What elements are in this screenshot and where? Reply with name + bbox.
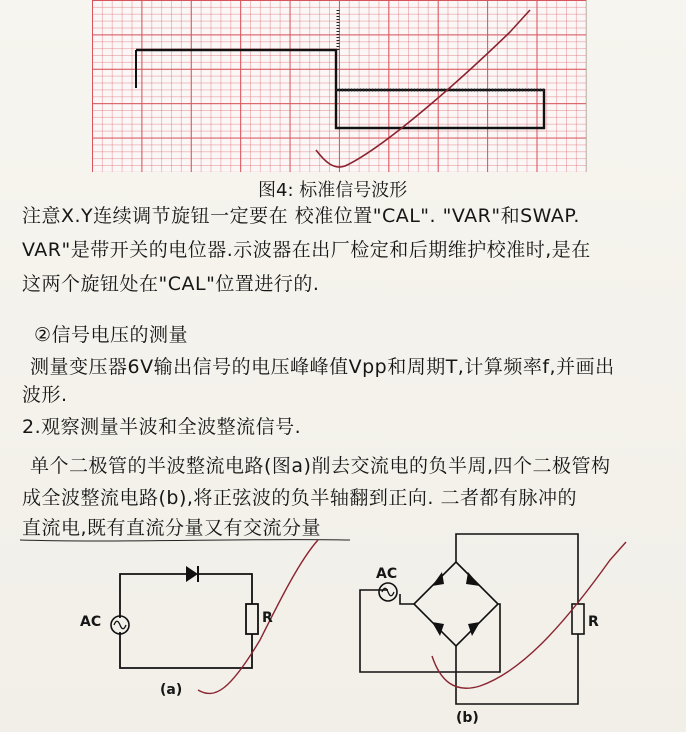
paragraph-line: 波形. bbox=[22, 384, 68, 406]
diode-icon bbox=[432, 572, 480, 636]
paragraph-line: 测量变压器6V输出信号的电压峰峰值Vpp和周期T,计算频率f,并画出 bbox=[30, 356, 615, 378]
circuit-a-ac-label: AC bbox=[80, 614, 102, 630]
paragraph-line: 直流电,既有直流分量又有交流分量 bbox=[22, 517, 322, 539]
circuit-b-ac-label: AC bbox=[376, 566, 398, 582]
circuit-b bbox=[360, 534, 626, 704]
paragraph-line: 成全波整流电路(b),将正弦波的负半轴翻到正向. 二者都有脉冲的 bbox=[22, 487, 578, 509]
figure4-caption: 图4: 标准信号波形 bbox=[258, 180, 408, 201]
resistor-icon bbox=[246, 604, 258, 634]
circuit-a bbox=[111, 540, 318, 693]
ac-source-icon bbox=[379, 583, 397, 601]
circuit-a-caption: (a) bbox=[160, 682, 183, 698]
section-heading: ②信号电压的测量 bbox=[34, 324, 189, 346]
circuit-b-caption: (b) bbox=[456, 710, 479, 726]
item-heading: 2.观察测量半波和全波整流信号. bbox=[22, 416, 302, 438]
circuit-a-resistor-label: R bbox=[262, 610, 273, 626]
diode-icon bbox=[186, 566, 198, 582]
paragraph-line: VAR"是带开关的电位器.示波器在出厂检定和后期维护校准时,是在 bbox=[22, 239, 591, 261]
underline-mark bbox=[20, 540, 350, 541]
paragraph-line: 注意X.Y连续调节旋钮一定要在 校准位置"CAL". "VAR"和SWAP. bbox=[22, 205, 580, 227]
bridge-diamond bbox=[414, 562, 498, 646]
ac-source-icon bbox=[111, 616, 129, 634]
circuit-b-resistor-label: R bbox=[588, 614, 599, 630]
paragraph-line: 这两个旋钮处在"CAL"位置进行的. bbox=[22, 273, 320, 295]
paragraph-line: 单个二极管的半波整流电路(图a)削去交流电的负半周,四个二极管构 bbox=[30, 455, 611, 477]
